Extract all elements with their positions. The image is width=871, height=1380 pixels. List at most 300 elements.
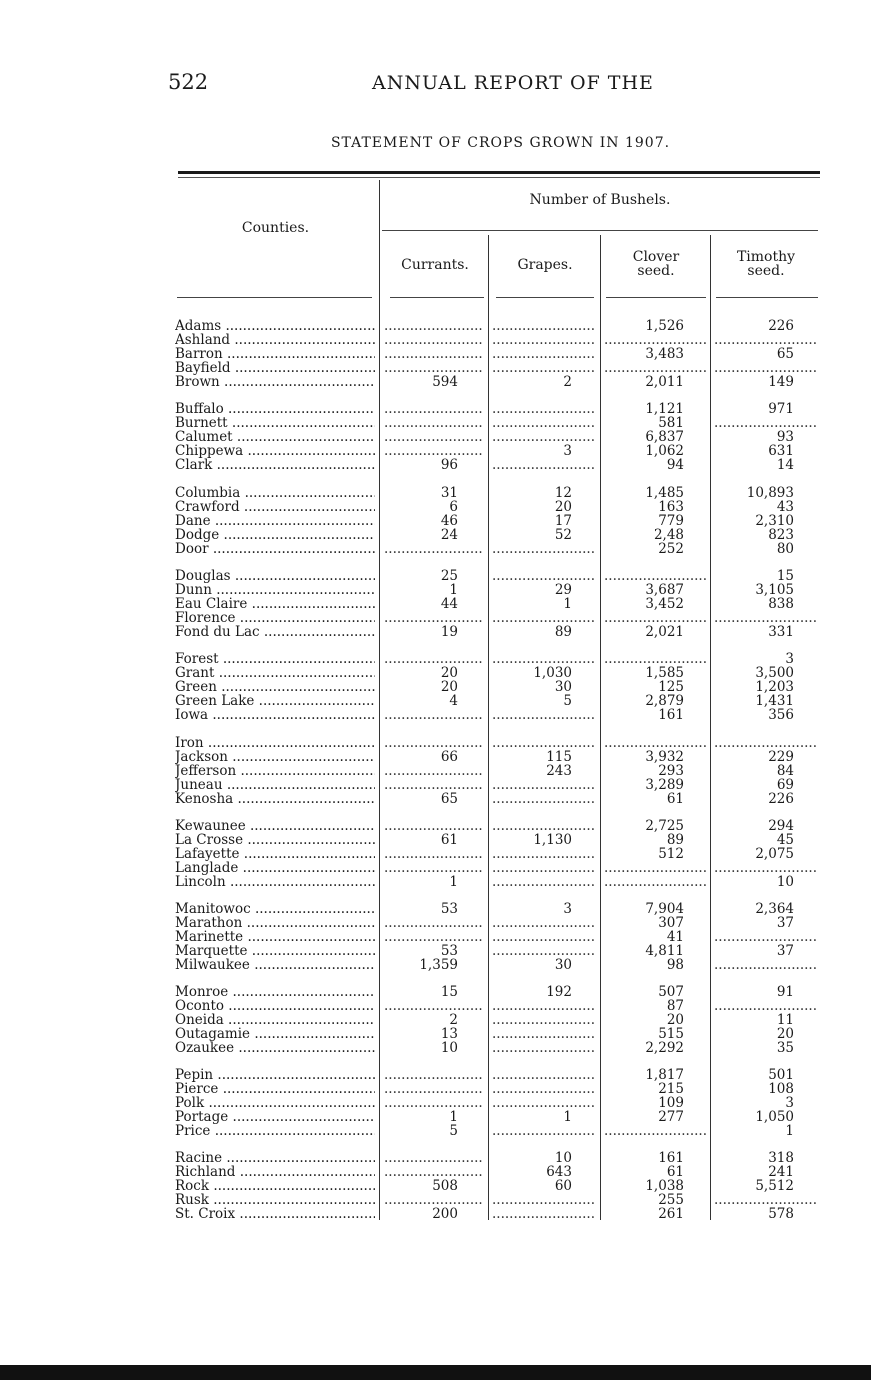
table-row (0, 1013, 871, 1027)
currants-leader-dots (384, 1165, 484, 1179)
clover-seed-leader-dots (604, 333, 708, 347)
timothy-seed-leader-dots (714, 861, 818, 875)
table-row (0, 764, 871, 778)
currants-leader-dots (384, 916, 484, 930)
county-name: Grant ..... (175, 666, 375, 680)
clover-seed-value: 4,811 (645, 944, 684, 958)
currants-value: 61 (440, 833, 458, 847)
grapes-leader-dots (492, 916, 596, 930)
table-row (0, 875, 871, 889)
county-name: St. Croix ..... (175, 1207, 375, 1221)
timothy-seed-value: 1,203 (755, 680, 794, 694)
grapes-value: 115 (546, 750, 572, 764)
timothy-seed-value: 1,431 (755, 694, 794, 708)
timothy-seed-value: 2,364 (755, 902, 794, 916)
grapes-leader-dots (492, 458, 596, 472)
timothy-seed-value: 80 (776, 542, 794, 556)
clover-seed-value: 1,038 (645, 1179, 684, 1193)
currants-leader-dots (384, 430, 484, 444)
table-top-rule-thin (178, 177, 820, 178)
county-name: Bayfield ..... (175, 361, 375, 375)
table-row (0, 1110, 871, 1124)
county-name: Forest ..... (175, 652, 375, 666)
currants-leader-dots (384, 819, 484, 833)
table-row (0, 444, 871, 458)
currants-value: 24 (440, 528, 458, 542)
timothy-seed-value: 971 (768, 402, 794, 416)
timothy-seed-value: 356 (768, 708, 794, 722)
timothy-seed-value: 91 (776, 985, 794, 999)
table-row (0, 1179, 871, 1193)
clover-seed-value: 252 (658, 542, 684, 556)
currants-leader-dots (384, 347, 484, 361)
timothy-seed-value: 631 (768, 444, 794, 458)
county-name: Burnett ..... (175, 416, 375, 430)
clover-seed-value: 2,292 (645, 1041, 684, 1055)
timothy-seed-value: 3 (785, 652, 794, 666)
county-name: Langlade ..... (175, 861, 375, 875)
clover-seed-value: 1,585 (645, 666, 684, 680)
grapes-leader-dots (492, 1193, 596, 1207)
table-title: STATEMENT OF CROPS GROWN IN 1907. (330, 135, 671, 151)
table-row (0, 694, 871, 708)
table-row (0, 944, 871, 958)
table-row (0, 666, 871, 680)
table-row (0, 375, 871, 389)
clover-seed-value: 3,483 (645, 347, 684, 361)
clover-seed-value: 125 (658, 680, 684, 694)
header-currants: Currants. (401, 257, 469, 273)
currants-value: 20 (440, 666, 458, 680)
clover-seed-value: 1,485 (645, 486, 684, 500)
county-name: Pepin ..... (175, 1068, 375, 1082)
currants-value: 4 (449, 694, 458, 708)
table-row (0, 625, 871, 639)
grapes-value: 89 (554, 625, 572, 639)
county-name: Green Lake ..... (175, 694, 375, 708)
county-name: Green ..... (175, 680, 375, 694)
timothy-seed-value: 226 (768, 319, 794, 333)
table-row (0, 819, 871, 833)
clover-seed-value: 3,289 (645, 778, 684, 792)
timothy-seed-value: 5,512 (755, 1179, 794, 1193)
grapes-value: 1,130 (533, 833, 572, 847)
grapes-value: 5 (563, 694, 572, 708)
header-timothy-line1: Timothy (736, 249, 796, 265)
currants-leader-dots (384, 1096, 484, 1110)
county-name: Buffalo ..... (175, 402, 375, 416)
grapes-leader-dots (492, 1068, 596, 1082)
grapes-leader-dots (492, 402, 596, 416)
table-row (0, 778, 871, 792)
timothy-seed-value: 3,105 (755, 583, 794, 597)
county-name: Oneida ..... (175, 1013, 375, 1027)
header-bottom-rule (390, 297, 484, 298)
grapes-leader-dots (492, 347, 596, 361)
grapes-leader-dots (492, 1207, 596, 1221)
table-row (0, 430, 871, 444)
running-head: ANNUAL REPORT OF THE (372, 72, 654, 94)
currants-leader-dots (384, 319, 484, 333)
table-row (0, 680, 871, 694)
table-row (0, 1041, 871, 1055)
county-name: Columbia ..... (175, 486, 375, 500)
currants-value: 1 (449, 1110, 458, 1124)
timothy-seed-leader-dots (714, 611, 818, 625)
grapes-leader-dots (492, 930, 596, 944)
currants-leader-dots (384, 1068, 484, 1082)
clover-seed-value: 61 (666, 1165, 684, 1179)
currants-value: 65 (440, 792, 458, 806)
currants-leader-dots (384, 1082, 484, 1096)
table-row (0, 514, 871, 528)
clover-seed-value: 87 (666, 999, 684, 1013)
currants-value: 5 (449, 1124, 458, 1138)
county-name: Lincoln ..... (175, 875, 375, 889)
table-row (0, 902, 871, 916)
currants-value: 25 (440, 569, 458, 583)
county-name: Fond du Lac ..... (175, 625, 375, 639)
table-row (0, 569, 871, 583)
clover-seed-value: 2,725 (645, 819, 684, 833)
clover-seed-leader-dots (604, 861, 708, 875)
county-name: Polk ..... (175, 1096, 375, 1110)
clover-seed-value: 94 (666, 458, 684, 472)
table-row (0, 1027, 871, 1041)
currants-value: 19 (440, 625, 458, 639)
currants-leader-dots (384, 778, 484, 792)
clover-seed-value: 261 (658, 1207, 684, 1221)
table-row (0, 402, 871, 416)
grapes-value: 3 (563, 444, 572, 458)
table-top-rule (178, 171, 820, 174)
timothy-seed-value: 108 (768, 1082, 794, 1096)
grapes-leader-dots (492, 416, 596, 430)
timothy-seed-leader-dots (714, 333, 818, 347)
table-row (0, 528, 871, 542)
clover-seed-value: 3,452 (645, 597, 684, 611)
table-row (0, 1068, 871, 1082)
grapes-value: 30 (554, 958, 572, 972)
table-row (0, 958, 871, 972)
county-name: Marathon ..... (175, 916, 375, 930)
currants-value: 44 (440, 597, 458, 611)
grapes-leader-dots (492, 999, 596, 1013)
table-row (0, 1082, 871, 1096)
grapes-leader-dots (492, 708, 596, 722)
timothy-seed-leader-dots (714, 999, 818, 1013)
timothy-seed-leader-dots (714, 416, 818, 430)
clover-seed-value: 20 (666, 1013, 684, 1027)
clover-seed-leader-dots (604, 736, 708, 750)
clover-seed-value: 512 (658, 847, 684, 861)
clover-seed-leader-dots (604, 875, 708, 889)
timothy-seed-value: 3,500 (755, 666, 794, 680)
table-row (0, 736, 871, 750)
grapes-leader-dots (492, 736, 596, 750)
currants-value: 15 (440, 985, 458, 999)
currants-leader-dots (384, 764, 484, 778)
timothy-seed-leader-dots (714, 736, 818, 750)
currants-value: 6 (449, 500, 458, 514)
county-name: Rusk ..... (175, 1193, 375, 1207)
clover-seed-value: 98 (666, 958, 684, 972)
clover-seed-leader-dots (604, 1124, 708, 1138)
clover-seed-value: 161 (658, 708, 684, 722)
clover-seed-value: 779 (658, 514, 684, 528)
currants-value: 200 (432, 1207, 458, 1221)
grapes-value: 10 (554, 1151, 572, 1165)
timothy-seed-leader-dots (714, 958, 818, 972)
currants-leader-dots (384, 999, 484, 1013)
timothy-seed-value: 10,893 (746, 486, 794, 500)
group-header-rule (382, 230, 818, 231)
clover-seed-value: 3,687 (645, 583, 684, 597)
county-name: Richland ..... (175, 1165, 375, 1179)
grapes-value: 20 (554, 500, 572, 514)
county-name: Price ..... (175, 1124, 375, 1138)
clover-seed-value: 215 (658, 1082, 684, 1096)
currants-leader-dots (384, 1151, 484, 1165)
clover-seed-value: 109 (658, 1096, 684, 1110)
county-name: Crawford ..... (175, 500, 375, 514)
header-bottom-rule (716, 297, 818, 298)
county-name: Oconto ..... (175, 999, 375, 1013)
clover-seed-value: 3,932 (645, 750, 684, 764)
timothy-seed-leader-dots (714, 361, 818, 375)
currants-value: 1,359 (419, 958, 458, 972)
currants-leader-dots (384, 1193, 484, 1207)
clover-seed-value: 307 (658, 916, 684, 930)
timothy-seed-value: 229 (768, 750, 794, 764)
currants-value: 508 (432, 1179, 458, 1193)
table-row (0, 750, 871, 764)
county-name: Manitowoc ..... (175, 902, 375, 916)
timothy-seed-value: 318 (768, 1151, 794, 1165)
currants-value: 594 (432, 375, 458, 389)
currants-leader-dots (384, 930, 484, 944)
currants-value: 31 (440, 486, 458, 500)
currants-leader-dots (384, 861, 484, 875)
clover-seed-value: 61 (666, 792, 684, 806)
table-row (0, 597, 871, 611)
timothy-seed-leader-dots (714, 930, 818, 944)
currants-value: 96 (440, 458, 458, 472)
grapes-leader-dots (492, 542, 596, 556)
header-clover-seed (602, 250, 710, 278)
currants-leader-dots (384, 402, 484, 416)
timothy-seed-value: 35 (776, 1041, 794, 1055)
grapes-value: 60 (554, 1179, 572, 1193)
county-name: Ashland ..... (175, 333, 375, 347)
table-row (0, 930, 871, 944)
grapes-value: 29 (554, 583, 572, 597)
table-row (0, 652, 871, 666)
county-name: Calumet ..... (175, 430, 375, 444)
county-name: Monroe ..... (175, 985, 375, 999)
table-row (0, 1096, 871, 1110)
header-clover-line1: Clover (632, 249, 680, 265)
clover-seed-value: 255 (658, 1193, 684, 1207)
grapes-value: 2 (563, 375, 572, 389)
county-name: Chippewa ..... (175, 444, 375, 458)
county-name: Dodge ..... (175, 528, 375, 542)
table-row (0, 1207, 871, 1221)
timothy-seed-value: 823 (768, 528, 794, 542)
clover-seed-value: 6,837 (645, 430, 684, 444)
county-name: Dane ..... (175, 514, 375, 528)
clover-seed-value: 41 (666, 930, 684, 944)
scan-bottom-edge (0, 1365, 871, 1380)
currants-leader-dots (384, 542, 484, 556)
table-row (0, 1124, 871, 1138)
grapes-leader-dots (492, 319, 596, 333)
timothy-seed-value: 2,075 (755, 847, 794, 861)
grapes-leader-dots (492, 652, 596, 666)
currants-leader-dots (384, 333, 484, 347)
currants-value: 53 (440, 902, 458, 916)
table-row (0, 458, 871, 472)
currants-value: 53 (440, 944, 458, 958)
timothy-seed-value: 11 (776, 1013, 794, 1027)
currants-leader-dots (384, 361, 484, 375)
currants-leader-dots (384, 736, 484, 750)
grapes-value: 1 (563, 1110, 572, 1124)
header-clover-line2: seed. (637, 263, 675, 279)
timothy-seed-value: 226 (768, 792, 794, 806)
county-name: Iron ..... (175, 736, 375, 750)
table-row (0, 861, 871, 875)
grapes-leader-dots (492, 611, 596, 625)
clover-seed-value: 581 (658, 416, 684, 430)
timothy-seed-value: 84 (776, 764, 794, 778)
grapes-value: 1 (563, 597, 572, 611)
clover-seed-value: 163 (658, 500, 684, 514)
grapes-leader-dots (492, 430, 596, 444)
grapes-leader-dots (492, 819, 596, 833)
county-name: Kenosha ..... (175, 792, 375, 806)
timothy-seed-value: 331 (768, 625, 794, 639)
clover-seed-value: 293 (658, 764, 684, 778)
table-row (0, 833, 871, 847)
timothy-seed-value: 93 (776, 430, 794, 444)
timothy-seed-value: 37 (776, 944, 794, 958)
clover-seed-value: 277 (658, 1110, 684, 1124)
clover-seed-value: 515 (658, 1027, 684, 1041)
timothy-seed-value: 1 (785, 1124, 794, 1138)
county-name: Adams ..... (175, 319, 375, 333)
timothy-seed-value: 45 (776, 833, 794, 847)
grapes-leader-dots (492, 333, 596, 347)
timothy-seed-value: 578 (768, 1207, 794, 1221)
grapes-leader-dots (492, 944, 596, 958)
table-row (0, 1151, 871, 1165)
table-row (0, 583, 871, 597)
clover-seed-value: 2,48 (653, 528, 684, 542)
timothy-seed-value: 838 (768, 597, 794, 611)
timothy-seed-value: 14 (776, 458, 794, 472)
grapes-value: 3 (563, 902, 572, 916)
county-name: Lafayette ..... (175, 847, 375, 861)
grapes-leader-dots (492, 1124, 596, 1138)
clover-seed-leader-dots (604, 569, 708, 583)
county-name: Jackson ..... (175, 750, 375, 764)
header-timothy-line2: seed. (747, 263, 785, 279)
county-name: Racine ..... (175, 1151, 375, 1165)
currants-value: 1 (449, 583, 458, 597)
county-name: Ozaukee ..... (175, 1041, 375, 1055)
currants-value: 66 (440, 750, 458, 764)
county-name: Door ..... (175, 542, 375, 556)
county-name: Marquette ..... (175, 944, 375, 958)
header-grapes: Grapes. (517, 257, 573, 273)
table-row (0, 1193, 871, 1207)
county-name: Juneau ..... (175, 778, 375, 792)
grapes-value: 1,030 (533, 666, 572, 680)
grapes-leader-dots (492, 569, 596, 583)
table-row (0, 416, 871, 430)
clover-seed-leader-dots (604, 652, 708, 666)
county-name: Marinette ..... (175, 930, 375, 944)
clover-seed-value: 507 (658, 985, 684, 999)
currants-value: 10 (440, 1041, 458, 1055)
header-counties: Counties. (241, 220, 310, 236)
county-name: Milwaukee ..... (175, 958, 375, 972)
grapes-value: 12 (554, 486, 572, 500)
clover-seed-leader-dots (604, 361, 708, 375)
grapes-value: 192 (546, 985, 572, 999)
timothy-seed-value: 69 (776, 778, 794, 792)
grapes-value: 52 (554, 528, 572, 542)
timothy-seed-value: 3 (785, 1096, 794, 1110)
county-name: Dunn ..... (175, 583, 375, 597)
table-row (0, 847, 871, 861)
county-name: Clark ..... (175, 458, 375, 472)
header-timothy-seed (712, 250, 820, 278)
header-bottom-rule (177, 297, 372, 298)
table-row (0, 319, 871, 333)
grapes-leader-dots (492, 1096, 596, 1110)
clover-seed-value: 1,526 (645, 319, 684, 333)
timothy-seed-value: 241 (768, 1165, 794, 1179)
clover-seed-value: 1,121 (645, 402, 684, 416)
header-bottom-rule (606, 297, 706, 298)
grapes-leader-dots (492, 1013, 596, 1027)
timothy-seed-value: 501 (768, 1068, 794, 1082)
grapes-value: 17 (554, 514, 572, 528)
timothy-seed-value: 65 (776, 347, 794, 361)
table-row (0, 611, 871, 625)
grapes-leader-dots (492, 792, 596, 806)
county-name: Florence ..... (175, 611, 375, 625)
grapes-value: 30 (554, 680, 572, 694)
county-name: Kewaunee ..... (175, 819, 375, 833)
timothy-seed-value: 2,310 (755, 514, 794, 528)
table-row (0, 333, 871, 347)
header-number-of-bushels: Number of Bushels. (529, 192, 671, 208)
timothy-seed-value: 37 (776, 916, 794, 930)
clover-seed-value: 7,904 (645, 902, 684, 916)
currants-value: 2 (449, 1013, 458, 1027)
table-row (0, 1165, 871, 1179)
timothy-seed-value: 1,050 (755, 1110, 794, 1124)
table-row (0, 542, 871, 556)
grapes-leader-dots (492, 1027, 596, 1041)
clover-seed-value: 89 (666, 833, 684, 847)
county-name: Jefferson ..... (175, 764, 375, 778)
county-name: Eau Claire ..... (175, 597, 375, 611)
grapes-leader-dots (492, 875, 596, 889)
